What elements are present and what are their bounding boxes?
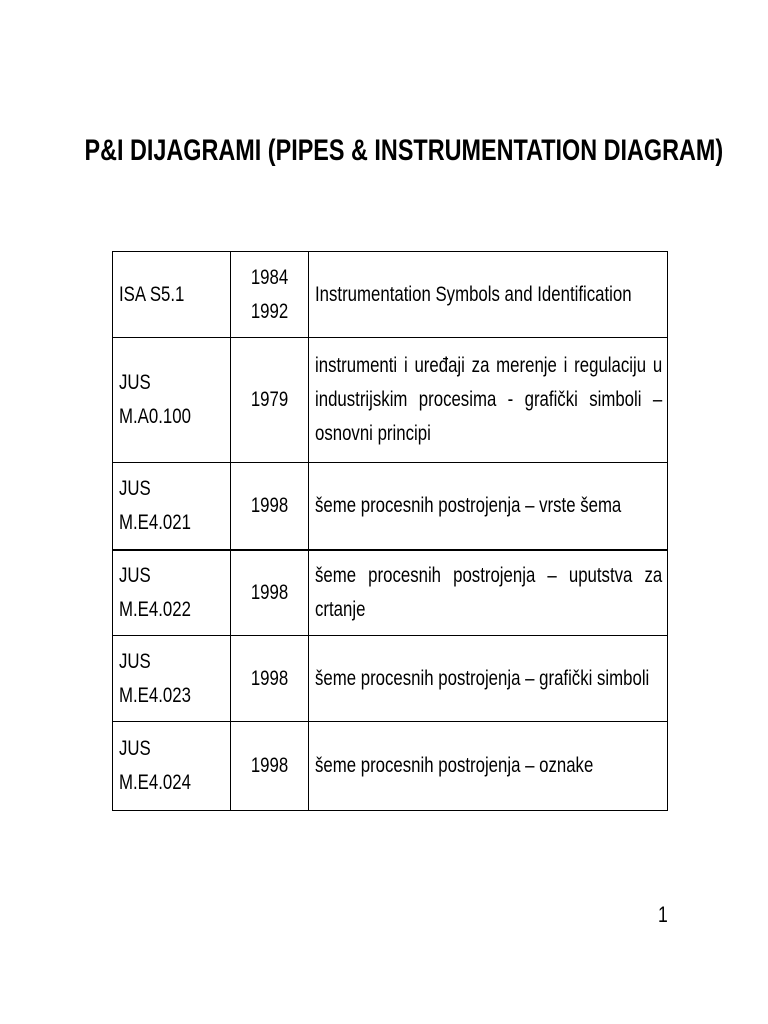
description-text: šeme procesnih postrojenja – uputstva za crtanje xyxy=(315,563,663,621)
year-cell xyxy=(231,636,309,722)
description-text: šeme procesnih postrojenja – oznake xyxy=(315,754,594,777)
standard-code: JUS xyxy=(119,737,151,760)
year-cell xyxy=(231,550,309,636)
year-cell xyxy=(231,722,309,811)
standard-code: M.E4.021 xyxy=(119,510,191,534)
standard-code: ISA S5.1 xyxy=(119,282,185,306)
description-text: šeme procesnih postrojenja – vrste šema xyxy=(315,493,622,517)
description-cell xyxy=(309,722,668,811)
table-row xyxy=(113,636,668,722)
year-cell xyxy=(231,252,309,338)
table-row xyxy=(113,722,668,811)
table-row xyxy=(113,252,668,338)
standard-cell xyxy=(113,636,231,722)
table-row xyxy=(113,463,668,550)
standard-cell xyxy=(113,463,231,550)
standard-code: JUS xyxy=(119,476,151,500)
standard-cell xyxy=(113,550,231,636)
year: 1998 xyxy=(250,754,289,777)
year: 1998 xyxy=(250,580,289,604)
description-text: Instrumentation Symbols and Identification xyxy=(315,282,632,306)
year: 1992 xyxy=(250,299,289,323)
table-row xyxy=(113,550,668,636)
description-cell xyxy=(309,636,668,722)
year: 1998 xyxy=(250,493,289,517)
description-cell xyxy=(309,252,668,338)
year: 1984 xyxy=(250,265,289,289)
year-cell xyxy=(231,338,309,463)
standard-code: JUS xyxy=(119,371,151,394)
table-row xyxy=(113,338,668,463)
page-number: 1 xyxy=(658,902,668,927)
year: 1979 xyxy=(250,388,289,411)
standard-code: JUS xyxy=(119,563,151,587)
standard-code: M.E4.024 xyxy=(119,771,191,794)
year: 1998 xyxy=(250,666,289,690)
description-text: šeme procesnih postrojenja – grafički simboli xyxy=(315,666,650,690)
description-cell xyxy=(309,550,668,636)
standard-cell xyxy=(113,722,231,811)
description-cell xyxy=(309,463,668,550)
description-text: instrumenti i uređaji za merenje i regulaciju u industrijskim procesima - grafički simboli – osnovni principi xyxy=(315,354,663,445)
page-title: P&I DIJAGRAMI (PIPES & INSTRUMENTATION DIAGRAM) xyxy=(84,134,724,167)
standard-code: M.E4.022 xyxy=(119,597,191,621)
description-cell xyxy=(309,338,668,463)
standard-cell xyxy=(113,338,231,463)
standard-code: M.A0.100 xyxy=(119,405,191,428)
year-cell xyxy=(231,463,309,550)
standard-cell xyxy=(113,252,231,338)
standard-code: JUS xyxy=(119,649,151,673)
standard-code: M.E4.023 xyxy=(119,683,191,707)
standards-table xyxy=(112,251,668,811)
